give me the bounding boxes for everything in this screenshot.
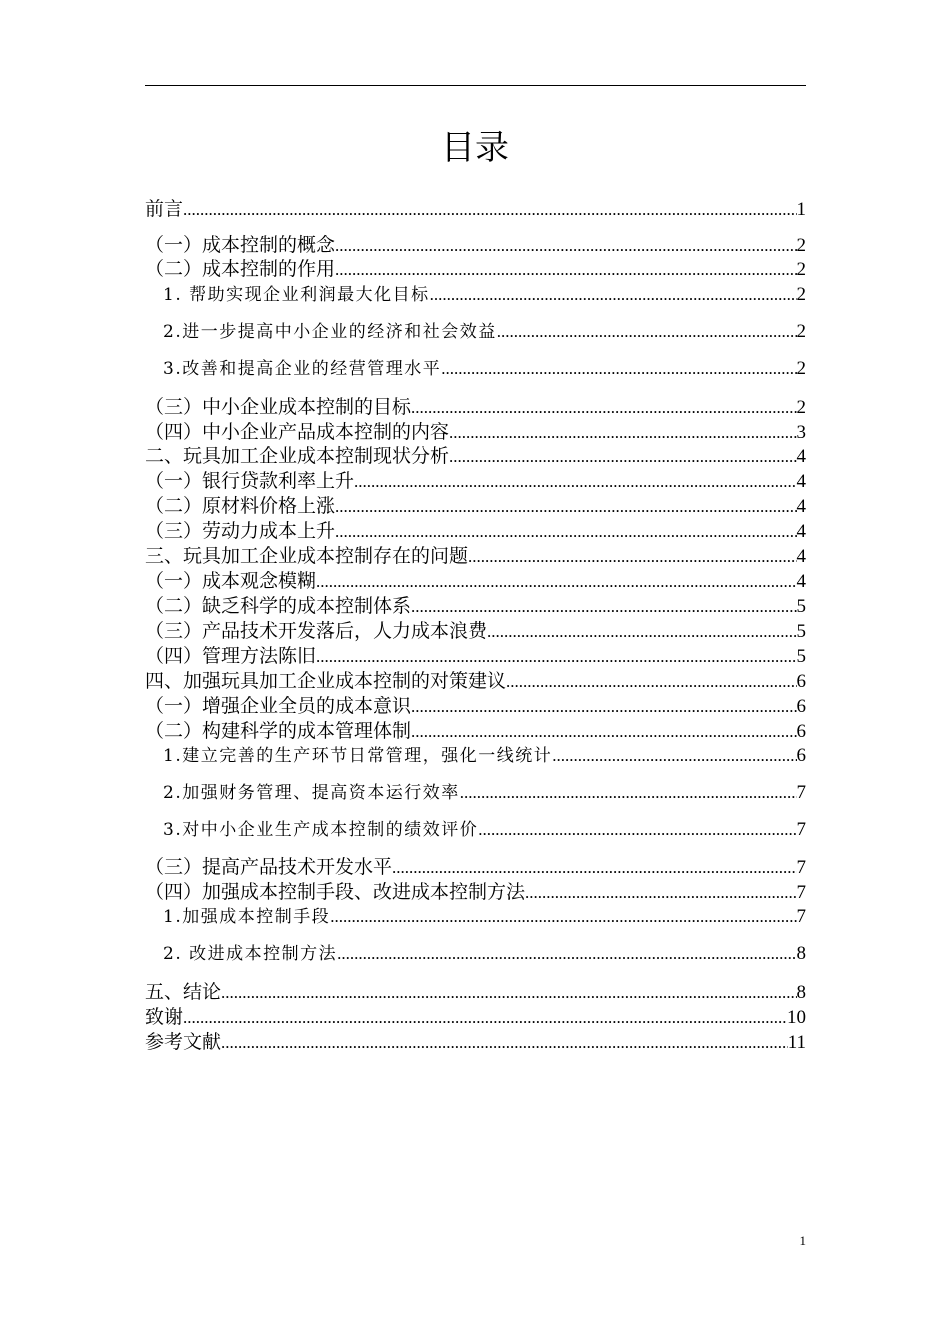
toc-entry-page: 8: [796, 943, 806, 964]
toc-entry[interactable]: [145, 541, 806, 568]
toc-entry-text: 2. 改进成本控制方法: [163, 944, 338, 964]
toc-entry[interactable]: [145, 939, 806, 965]
toc-leader: [330, 907, 796, 927]
toc-leader: [525, 883, 796, 903]
toc-entry[interactable]: [145, 877, 806, 904]
toc-leader: [335, 260, 796, 280]
toc-entry-page: 3: [796, 422, 806, 443]
toc-leader: [337, 944, 796, 964]
toc-entry-text: 参考文献: [145, 1031, 222, 1053]
toc-entry-text: （二）缺乏科学的成本控制体系: [145, 595, 412, 617]
toc-entry-page: 6: [796, 721, 806, 742]
toc-leader: [183, 1008, 787, 1028]
toc-entry[interactable]: [145, 194, 806, 221]
toc-leader: [411, 398, 796, 418]
toc-entry-text: 1.建立完善的生产环节日常管理，强化一线统计: [163, 746, 553, 766]
toc-entry-page: 6: [796, 696, 806, 717]
toc-entry-page: 5: [796, 621, 806, 642]
toc-entry-page: 7: [796, 819, 806, 840]
toc-leader: [316, 572, 796, 592]
toc-entry[interactable]: [145, 491, 806, 518]
toc-entry[interactable]: [145, 392, 806, 419]
toc-entry-page: 8: [796, 982, 806, 1003]
toc-entry[interactable]: [145, 666, 806, 693]
toc-entry[interactable]: [145, 977, 806, 1004]
toc-entry-text: 1. 帮助实现企业利润最大化目标: [163, 285, 430, 305]
toc-entry-text: （三）提高产品技术开发水平: [145, 856, 393, 878]
toc-leader: [468, 547, 796, 567]
toc-entry-text: 三、玩具加工企业成本控制存在的问题: [145, 545, 469, 567]
toc-leader: [478, 820, 796, 840]
toc-entry-page: 7: [796, 882, 806, 903]
toc-entry-page: 10: [787, 1007, 806, 1028]
toc-entry-text: 2.加强财务管理、提高资本运行效率: [163, 783, 460, 803]
toc-entry-page: 2: [796, 259, 806, 280]
toc-entry[interactable]: [145, 466, 806, 493]
toc-entry[interactable]: [145, 902, 806, 928]
toc-leader: [335, 497, 796, 517]
toc-leader: [506, 672, 796, 692]
toc-entry-page: 4: [796, 446, 806, 467]
toc-entry-text: （三）劳动力成本上升: [145, 520, 336, 542]
toc-entry-text: 3.对中小企业生产成本控制的绩效评价: [163, 820, 479, 840]
toc-entry-text: （一）成本观念模糊: [145, 570, 317, 592]
toc-entry[interactable]: [145, 852, 806, 879]
toc-entry-text: （二）构建科学的成本管理体制: [145, 720, 412, 742]
toc-entry-page: 6: [796, 745, 806, 766]
toc-entry-text: 2.进一步提高中小企业的经济和社会效益: [163, 322, 497, 342]
toc-entry-page: 4: [796, 521, 806, 542]
toc-entry-page: 5: [796, 646, 806, 667]
toc-entry-text: 五、结论: [145, 981, 222, 1003]
toc-entry-text: （二）成本控制的作用: [145, 258, 336, 280]
toc-leader: [316, 647, 796, 667]
toc-entry-text: 1.加强成本控制手段: [163, 907, 331, 927]
toc-entry[interactable]: [145, 566, 806, 593]
toc-entry-page: 2: [796, 321, 806, 342]
toc-entry[interactable]: [145, 591, 806, 618]
toc-entry-page: 6: [796, 671, 806, 692]
toc-entry[interactable]: [145, 741, 806, 767]
toc-entry-text: （二）原材料价格上涨: [145, 495, 336, 517]
toc-leader: [411, 722, 796, 742]
toc-leader: [335, 522, 796, 542]
toc-entry[interactable]: [145, 815, 806, 841]
toc-entry[interactable]: [145, 441, 806, 468]
toc-entry-page: 7: [796, 857, 806, 878]
toc-entry-page: 2: [796, 235, 806, 256]
toc-entry-text: 前言: [145, 198, 184, 220]
toc-entry-page: 4: [796, 471, 806, 492]
toc-leader: [449, 423, 796, 443]
toc-entry-page: 7: [796, 906, 806, 927]
toc-entry-page: 1: [796, 199, 806, 220]
toc-entry-text: （一）银行贷款利率上升: [145, 470, 355, 492]
toc-entry-page: 2: [796, 284, 806, 305]
toc-entry[interactable]: [145, 716, 806, 743]
header-rule: [145, 85, 806, 86]
toc-leader: [449, 447, 796, 467]
toc-entry-text: 二、玩具加工企业成本控制现状分析: [145, 445, 450, 467]
toc-entry[interactable]: [145, 280, 806, 306]
toc-entry[interactable]: [145, 254, 806, 281]
toc-entry[interactable]: [145, 230, 806, 257]
toc-entry[interactable]: [145, 691, 806, 718]
toc-entry-text: （一）增强企业全员的成本意识: [145, 695, 412, 717]
toc-entry-page: 4: [796, 496, 806, 517]
toc-entry[interactable]: [145, 354, 806, 380]
toc-leader: [441, 359, 796, 379]
toc-entry-text: （三）中小企业成本控制的目标: [145, 396, 412, 418]
toc-leader: [411, 597, 796, 617]
page-number: 1: [799, 1233, 806, 1248]
toc-entry[interactable]: [145, 778, 806, 804]
toc-entry-text: （四）加强成本控制手段、改进成本控制方法: [145, 881, 526, 903]
toc-entry-text: （三）产品技术开发落后，人力成本浪费: [145, 620, 488, 642]
toc-leader: [335, 236, 796, 256]
toc-entry-text: 致谢: [145, 1006, 184, 1028]
toc-entry-text: （一）成本控制的概念: [145, 234, 336, 256]
toc-leader: [354, 472, 796, 492]
toc-entry[interactable]: [145, 616, 806, 643]
toc-entry-page: 2: [796, 358, 806, 379]
toc-entry[interactable]: [145, 1002, 806, 1029]
toc-leader: [430, 285, 797, 305]
toc-leader: [497, 322, 797, 342]
toc-entry-text: 3.改善和提高企业的经营管理水平: [163, 359, 442, 379]
toc-leader: [183, 200, 796, 220]
toc-entry[interactable]: [145, 417, 806, 444]
toc-entry-page: 2: [796, 397, 806, 418]
toc-leader: [552, 746, 796, 766]
toc-entry-page: 11: [787, 1032, 806, 1053]
toc-leader: [392, 858, 796, 878]
toc-entry-text: 四、加强玩具加工企业成本控制的对策建议: [145, 670, 507, 692]
toc-leader: [221, 1033, 788, 1053]
toc-leader: [487, 622, 796, 642]
toc-entry-text: （四）管理方法陈旧: [145, 645, 317, 667]
toc-entry[interactable]: [145, 317, 806, 343]
toc-entry-page: 7: [796, 782, 806, 803]
toc-entry-text: （四）中小企业产品成本控制的内容: [145, 421, 450, 443]
toc-entry-page: 5: [796, 596, 806, 617]
toc-entry-page: 4: [796, 571, 806, 592]
toc-leader: [460, 783, 797, 803]
toc-entry-page: 4: [796, 546, 806, 567]
toc-entry[interactable]: [145, 516, 806, 543]
toc-leader: [221, 983, 796, 1003]
page-title: 目录: [441, 128, 509, 168]
toc-leader: [411, 697, 796, 717]
toc-entry[interactable]: [145, 1027, 806, 1054]
toc-entry[interactable]: [145, 641, 806, 668]
